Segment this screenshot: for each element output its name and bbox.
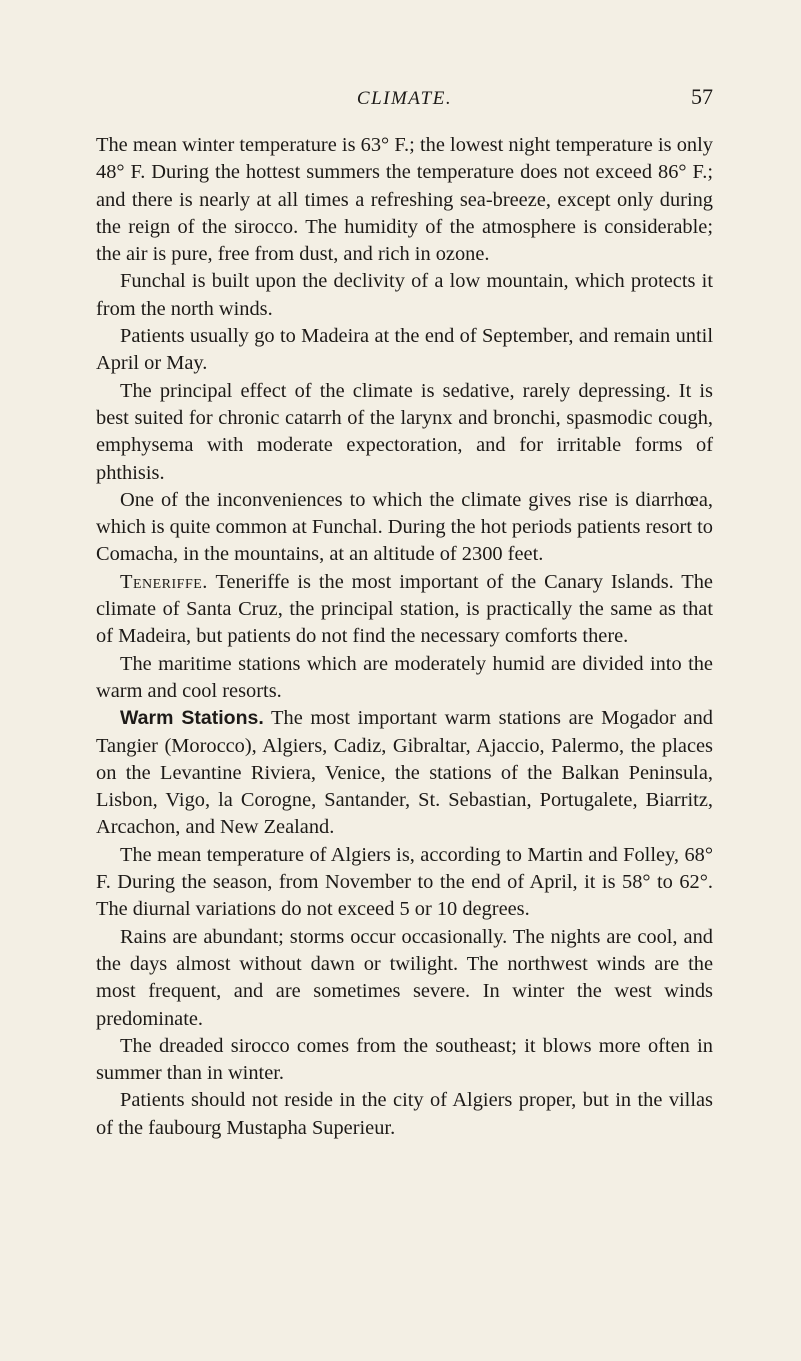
body-text xyxy=(96,132,713,1142)
paragraph xyxy=(96,268,713,323)
page-header xyxy=(96,84,713,126)
paragraph-text: The dreaded sirocco comes from the southeast; it blows more often in summer than in winter. xyxy=(96,1034,713,1085)
paragraph xyxy=(96,378,713,487)
paragraph-text: The principal effect of the climate is sedative, rarely depressing. It is best suited for chronic catarrh of the larynx and bronchi, spasmodic cough, emphysema with moderate expectoration, and for irritable forms of phthisis. xyxy=(96,379,713,484)
paragraph xyxy=(96,1033,713,1088)
paragraph-text: Teneriffe is the most important of the Canary Islands. The climate of Santa Cruz, the principal station, is practically the same as that of Madeira, but patients do not find the necessary comforts there. xyxy=(96,570,713,648)
paragraph xyxy=(96,705,713,841)
paragraph-text: Patients usually go to Madeira at the end of September, and remain until April or May. xyxy=(96,325,713,375)
paragraph xyxy=(96,132,713,268)
paragraph xyxy=(96,323,713,378)
paragraph xyxy=(96,487,713,569)
paragraph xyxy=(96,924,713,1033)
paragraph xyxy=(96,1087,713,1142)
paragraph-text: The most important warm stations are Mogador and Tangier (Morocco), Algiers, Cadiz, Gibraltar, Ajaccio, Palermo, the places on the Levantine Riviera, Venice, the stations of the Balkan Peninsula, Lisbon, Vigo, la Corogne, Santander, St. Sebastian, Portugalete, Biarritz, Arcachon, and New Zealand. xyxy=(96,707,713,839)
paragraph xyxy=(96,842,713,924)
section-heading: Warm Stations. xyxy=(120,707,264,730)
paragraph-text: Rains are abundant; storms occur occasionally. The nights are cool, and the days almost without dawn or twilight. The northwest winds are the most frequent, and are sometimes severe. In winter the west winds predominate. xyxy=(96,925,713,1030)
paragraph-text: Funchal is built upon the declivity of a low mountain, which protects it from the north winds. xyxy=(96,270,713,320)
section-heading: Teneriffe. xyxy=(120,570,208,593)
paragraph-text: The maritime stations which are moderately humid are divided into the warm and cool resorts. xyxy=(96,652,713,702)
running-head: CLIMATE. xyxy=(356,88,453,109)
paragraph xyxy=(96,651,713,706)
paragraph-text: One of the inconveniences to which the climate gives rise is diarrhœa, which is quite common at Funchal. During the hot periods patients resort to Comacha, in the mountains, at an altitude of 2300 feet. xyxy=(96,488,713,566)
paragraph xyxy=(96,569,713,651)
paragraph-text: Patients should not reside in the city of Algiers proper, but in the villas of the faubourg Mustapha Superieur. xyxy=(96,1089,713,1139)
paragraph-text: The mean winter temperature is 63° F.; the lowest night temperature is only 48° F. During the hottest summers the temperature does not exceed 86° F.; and there is nearly at all times a refreshing sea-breeze, except only during the reign of the sirocco. The humidity of the atmosphere is considerable; the air is pure, free from dust, and rich in ozone. xyxy=(96,134,713,266)
page-number: 57 xyxy=(691,84,713,109)
paragraph-text: The mean temperature of Algiers is, according to Martin and Folley, 68° F. During the season, from November to the end of April, it is 58° to 62°. The diurnal variations do not exceed 5 or 10 degrees. xyxy=(96,843,713,921)
